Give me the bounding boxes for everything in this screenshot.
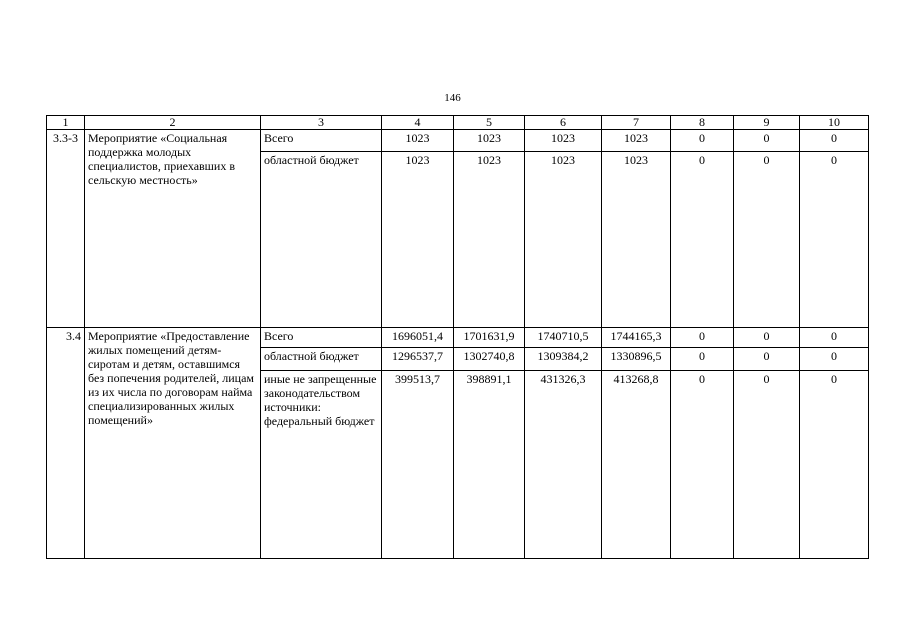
column-number-row xyxy=(47,116,869,130)
col-header: 4 xyxy=(382,116,454,130)
item-code: 3.4 xyxy=(47,328,85,559)
value-cell: 0 xyxy=(734,371,800,559)
value-cell: 1696051,4 xyxy=(382,328,454,348)
value-cell: 0 xyxy=(734,348,800,371)
value-cell: 0 xyxy=(671,348,734,371)
item-title: Мероприятие «Социальная поддержка молодых специалистов, приехавших в сельскую местность» xyxy=(85,130,261,328)
value-cell: 0 xyxy=(800,348,869,371)
funding-source: областной бюджет xyxy=(261,348,382,371)
value-cell: 1023 xyxy=(602,152,671,328)
value-cell: 413268,8 xyxy=(602,371,671,559)
value-cell: 1023 xyxy=(382,130,454,152)
value-cell: 1309384,2 xyxy=(525,348,602,371)
value-cell: 0 xyxy=(671,371,734,559)
value-cell: 1023 xyxy=(454,152,525,328)
value-cell: 398891,1 xyxy=(454,371,525,559)
col-header: 3 xyxy=(261,116,382,130)
value-cell: 0 xyxy=(800,152,869,328)
item-code: 3.3-3 xyxy=(47,130,85,328)
table-row xyxy=(47,130,869,152)
value-cell: 399513,7 xyxy=(382,371,454,559)
value-cell: 1740710,5 xyxy=(525,328,602,348)
table-row xyxy=(47,328,869,348)
value-cell: 0 xyxy=(734,152,800,328)
value-cell: 1296537,7 xyxy=(382,348,454,371)
value-cell: 1302740,8 xyxy=(454,348,525,371)
page-number: 146 xyxy=(444,92,461,104)
value-cell: 1023 xyxy=(454,130,525,152)
value-cell: 1744165,3 xyxy=(602,328,671,348)
col-header: 1 xyxy=(47,116,85,130)
value-cell: 0 xyxy=(671,130,734,152)
value-cell: 431326,3 xyxy=(525,371,602,559)
funding-source: областной бюджет xyxy=(261,152,382,328)
value-cell: 1023 xyxy=(382,152,454,328)
value-cell: 0 xyxy=(734,130,800,152)
budget-table xyxy=(46,115,869,559)
funding-source: Всего xyxy=(261,328,382,348)
value-cell: 1701631,9 xyxy=(454,328,525,348)
value-cell: 0 xyxy=(671,152,734,328)
col-header: 5 xyxy=(454,116,525,130)
value-cell: 0 xyxy=(800,371,869,559)
col-header: 8 xyxy=(671,116,734,130)
value-cell: 1023 xyxy=(525,130,602,152)
value-cell: 0 xyxy=(671,328,734,348)
value-cell: 0 xyxy=(800,130,869,152)
value-cell: 1023 xyxy=(602,130,671,152)
col-header: 2 xyxy=(85,116,261,130)
item-title: Мероприятие «Предоставление жилых помещений детям-сиротам и детям, оставшимся без попечения родителей, лицам из их числа по договорам найма специализированных жилых помещений» xyxy=(85,328,261,559)
col-header: 6 xyxy=(525,116,602,130)
value-cell: 1023 xyxy=(525,152,602,328)
value-cell: 0 xyxy=(800,328,869,348)
col-header: 9 xyxy=(734,116,800,130)
funding-source: Всего xyxy=(261,130,382,152)
col-header: 7 xyxy=(602,116,671,130)
value-cell: 0 xyxy=(734,328,800,348)
funding-source: иные не запрещенные законодательством источники: федеральный бюджет xyxy=(261,371,382,559)
col-header: 10 xyxy=(800,116,869,130)
value-cell: 1330896,5 xyxy=(602,348,671,371)
